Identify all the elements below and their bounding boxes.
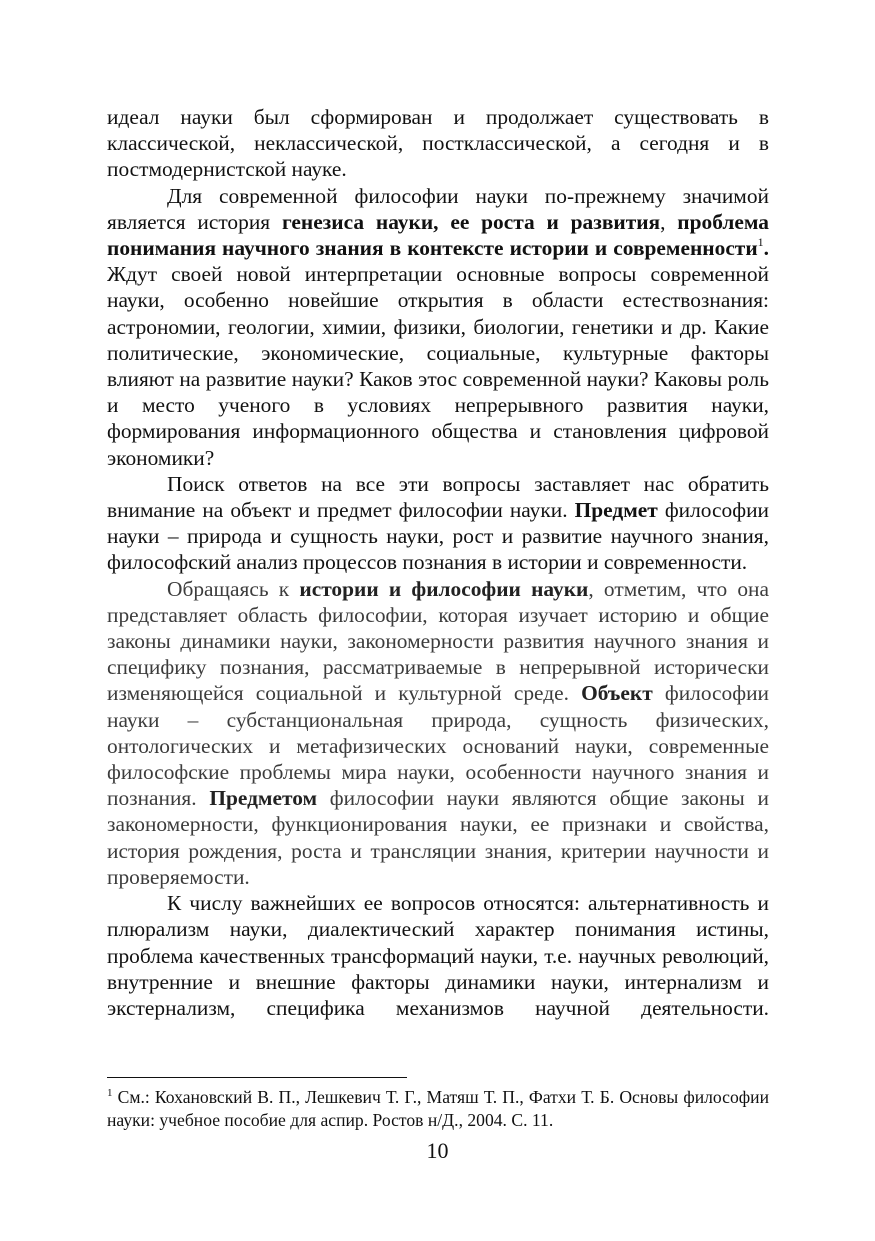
paragraph-3	[107, 471, 769, 576]
paragraph-4-text-4: философии науки являются общие законы и закономерности, функционирования науки, ее признаки и свойства, история рождения, роста и трансляции знания, критерии научности и проверяемости.	[107, 786, 769, 889]
paragraph-2-bold-2: проблема понимания научного знания в контексте истории и современности	[107, 209, 769, 261]
paragraph-3-text-1: Поиск ответов на все эти вопросы заставляет нас обратить внимание на объект и предмет философии науки.	[107, 471, 769, 523]
footnote-marker: 1	[107, 1087, 113, 1099]
paragraph-3-bold-1: Предмет	[574, 498, 658, 523]
paragraph-2-bold-1: генезиса науки, ее роста и развития	[281, 209, 661, 234]
paragraph-4-text-3: философии науки – субстанциональная природа, сущность физических, онтологических и метафизических оснований науки, современные философские проблемы мира науки, особенности научного знания и познания.	[107, 681, 769, 811]
footnote-reference: 1	[757, 235, 764, 250]
page-number: 10	[426, 1138, 449, 1163]
paragraph-4-bold-2: Объект	[581, 681, 653, 706]
paragraph-2-bold-3: .	[763, 236, 769, 261]
footnote-divider	[107, 1077, 407, 1078]
paragraph-2-text-2: ,	[660, 209, 678, 234]
paragraph-1-text: идеал науки был сформирован и продолжает существовать в классической, неклассической, постклассической, а сегодня и в постмодернистской науке.	[107, 105, 769, 182]
paragraph-1	[107, 104, 769, 183]
paragraph-5	[107, 890, 769, 1021]
paragraph-4-bold-3: Предметом	[209, 786, 318, 811]
paragraph-5-text: К числу важнейших ее вопросов относятся: альтернативность и плюрализм науки, диалектический характер понимания истины, проблема качественных трансформаций науки, т.е. научных революций, внутренние и внешние факторы динамики науки, интернализм и экстернализм, специфика механизмов научной деятельности.	[107, 891, 769, 1020]
paragraph-2	[107, 183, 769, 471]
paragraph-4	[107, 576, 769, 890]
paragraph-4-bold-1: истории и философии науки	[299, 576, 589, 601]
paragraph-4-text-2: , отметим, что она представляет область философии, которая изучает историю и общие законы динамики науки, закономерности развития научного знания и специфику познания, рассматриваемые в непрерывной исторически изменяющейся социальной и культурной среде.	[107, 576, 769, 706]
page-body	[107, 104, 769, 1021]
paragraph-2-text-3: Ждут своей новой интерпретации основные вопросы современной науки, особенно новейшие открытия в области естествознания: астрономии, геологии, химии, физики, биологии, генетики и др. Какие политические, экономические, социальные, культурные факторы влияют на развитие науки? Каков этос современной науки? Каковы роль и место ученого в условиях непрерывного развития науки, формирования информационного общества и становления цифровой экономики?	[107, 262, 769, 470]
paragraph-3-text-2: философии науки – природа и сущность науки, рост и развитие научного знания, философский анализ процессов познания в истории и современности.	[107, 498, 769, 575]
footnote-text: См.: Кохановский В. П., Лешкевич Т. Г., Матяш Т. П., Фатхи Т. Б. Основы философии науки: учебное пособие для аспир. Ростов н/Д., 2004. С. 11.	[107, 1087, 769, 1130]
footnote	[107, 1086, 769, 1132]
paragraph-2-text-1: Для современной философии науки по-прежнему значимой является история	[107, 183, 769, 234]
paragraph-4-text-1: Обращаясь к	[167, 576, 300, 601]
